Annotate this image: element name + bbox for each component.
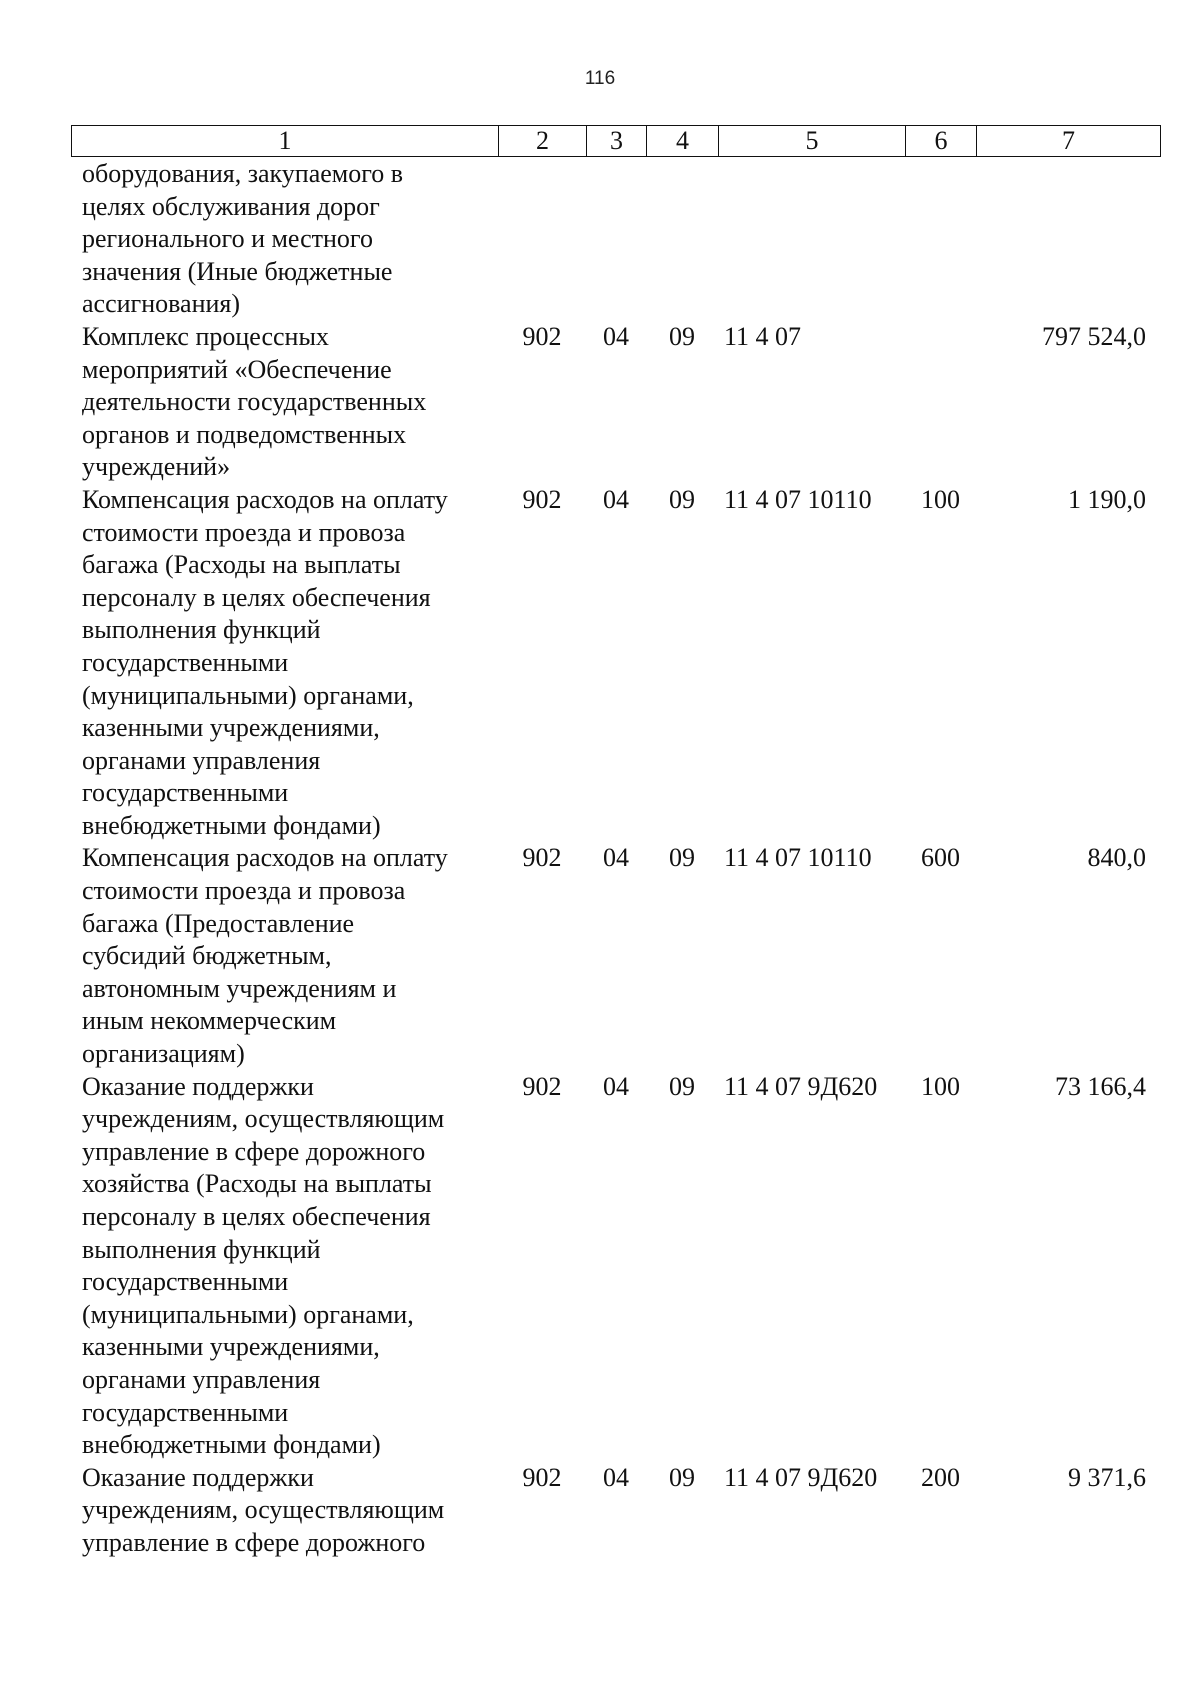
description-line: органами управления — [82, 1364, 321, 1394]
section-code-cell: 04 — [603, 1462, 629, 1492]
header-row — [72, 126, 1161, 157]
amount-cell: 73 166,4 — [1055, 1071, 1146, 1101]
description-line: багажа (Расходы на выплаты — [82, 550, 401, 580]
row-description — [71, 321, 498, 484]
description-line: государственными — [82, 1397, 289, 1427]
ministry-code-cell — [498, 158, 586, 321]
description-line: органов и подведомственных — [82, 419, 407, 449]
row-description — [71, 1071, 498, 1462]
description-line: оборудования, закупаемого в — [82, 159, 404, 188]
ministry-code-cell: 902 — [522, 1462, 562, 1492]
description-line: учреждениям, осуществляющим — [82, 1104, 445, 1134]
section-code-cell: 04 — [603, 1071, 629, 1101]
description-line: управление в сфере дорожного — [82, 1136, 426, 1166]
subsection-code-cell: 09 — [669, 484, 695, 514]
description-line: организациям) — [82, 1039, 245, 1069]
description-line: деятельности государственных — [82, 387, 427, 417]
target-article-cell: 11 4 07 10110 — [724, 484, 872, 514]
expense-type-cell: 100 — [921, 1071, 960, 1101]
description-line: внебюджетными фондами) — [82, 1430, 381, 1460]
subsection-code-cell: 09 — [669, 321, 695, 351]
row-description — [71, 158, 498, 321]
description-line: управление в сфере дорожного — [82, 1527, 426, 1557]
description-line: учреждений» — [82, 452, 231, 482]
description-line: внебюджетными фондами) — [82, 810, 381, 840]
amount-cell: 9 371,6 — [1068, 1462, 1146, 1492]
description-line: персоналу в целях обеспечения — [82, 582, 431, 612]
table-row — [71, 484, 1160, 843]
amount-cell: 840,0 — [1087, 843, 1146, 873]
description-line: иным некоммерческим — [82, 1006, 337, 1036]
ministry-code-cell: 902 — [522, 484, 562, 514]
row-description — [71, 842, 498, 1070]
subsection-code-cell: 09 — [669, 843, 695, 873]
table-header — [71, 125, 1161, 157]
description-line: стоимости проезда и провоза — [82, 876, 406, 906]
ministry-code-cell: 902 — [522, 321, 562, 351]
description-line: хозяйства (Расходы на выплаты — [82, 1169, 432, 1199]
header-col-1: 1 — [72, 126, 499, 157]
section-code-cell: 04 — [603, 321, 629, 351]
header-col-4: 4 — [647, 126, 719, 157]
subsection-code-cell: 09 — [669, 1071, 695, 1101]
header-col-5: 5 — [719, 126, 906, 157]
description-line: выполнения функций — [82, 615, 321, 645]
description-line: Оказание поддержки — [82, 1462, 314, 1492]
description-line: органами управления — [82, 745, 321, 775]
description-line: Компенсация расходов на оплату — [82, 843, 448, 873]
expense-type-cell: 600 — [921, 843, 960, 873]
amount-cell: 1 190,0 — [1068, 484, 1146, 514]
description-line: казенными учреждениями, — [82, 713, 380, 743]
amount-cell — [976, 158, 1160, 321]
subsection-code-cell — [646, 158, 718, 321]
expense-type-cell: 200 — [921, 1462, 960, 1492]
target-article-cell: 11 4 07 9Д620 — [724, 1071, 878, 1101]
description-line: Компенсация расходов на оплату — [82, 484, 448, 514]
section-code-cell — [586, 158, 646, 321]
header-col-3: 3 — [587, 126, 647, 157]
row-description — [71, 484, 498, 843]
description-line: Комплекс процессных — [82, 321, 329, 351]
header-col-6: 6 — [906, 126, 977, 157]
section-code-cell: 04 — [603, 843, 629, 873]
table-body — [71, 158, 1160, 1560]
description-line: регионального и местного — [82, 224, 373, 254]
description-line: государственными — [82, 647, 289, 677]
description-line: значения (Иные бюджетные — [82, 256, 393, 286]
header-col-7: 7 — [977, 126, 1161, 157]
expense-type-cell — [905, 321, 976, 484]
description-line: персоналу в целях обеспечения — [82, 1202, 431, 1231]
expense-type-cell: 100 — [921, 484, 960, 514]
description-line: государственными — [82, 778, 289, 808]
table-row — [71, 1462, 1160, 1560]
target-article-cell: 11 4 07 — [724, 321, 802, 351]
description-line: автономным учреждениям и — [82, 973, 397, 1003]
section-code-cell: 04 — [603, 484, 629, 514]
description-line: выполнения функций — [82, 1234, 321, 1264]
description-line: государственными — [82, 1267, 289, 1297]
description-line: багажа (Предоставление — [82, 908, 355, 938]
table-row — [71, 321, 1160, 484]
description-line: (муниципальными) органами, — [82, 680, 414, 710]
description-line: казенными учреждениями, — [82, 1332, 380, 1362]
page-number: 116 — [584, 68, 616, 89]
target-article-cell — [718, 158, 905, 321]
description-line: учреждениям, осуществляющим — [82, 1495, 445, 1525]
description-line: мероприятий «Обеспечение — [82, 354, 392, 384]
description-line: субсидий бюджетным, — [82, 941, 332, 971]
expense-type-cell — [905, 158, 976, 321]
table-row — [71, 1071, 1160, 1462]
ministry-code-cell: 902 — [522, 1071, 562, 1101]
subsection-code-cell: 09 — [669, 1462, 695, 1492]
ministry-code-cell: 902 — [522, 843, 562, 873]
description-line: ассигнования) — [82, 289, 241, 319]
description-line: целях обслуживания дорог — [82, 191, 380, 221]
table-row — [71, 842, 1160, 1070]
description-line: (муниципальными) органами, — [82, 1299, 414, 1329]
description-line: Оказание поддержки — [82, 1071, 314, 1101]
description-line: стоимости проезда и провоза — [82, 517, 406, 547]
table-row — [71, 158, 1160, 321]
target-article-cell: 11 4 07 9Д620 — [724, 1462, 878, 1492]
target-article-cell: 11 4 07 10110 — [724, 843, 872, 873]
header-col-2: 2 — [499, 126, 587, 157]
row-description — [71, 1462, 498, 1560]
amount-cell: 797 524,0 — [1042, 321, 1146, 351]
